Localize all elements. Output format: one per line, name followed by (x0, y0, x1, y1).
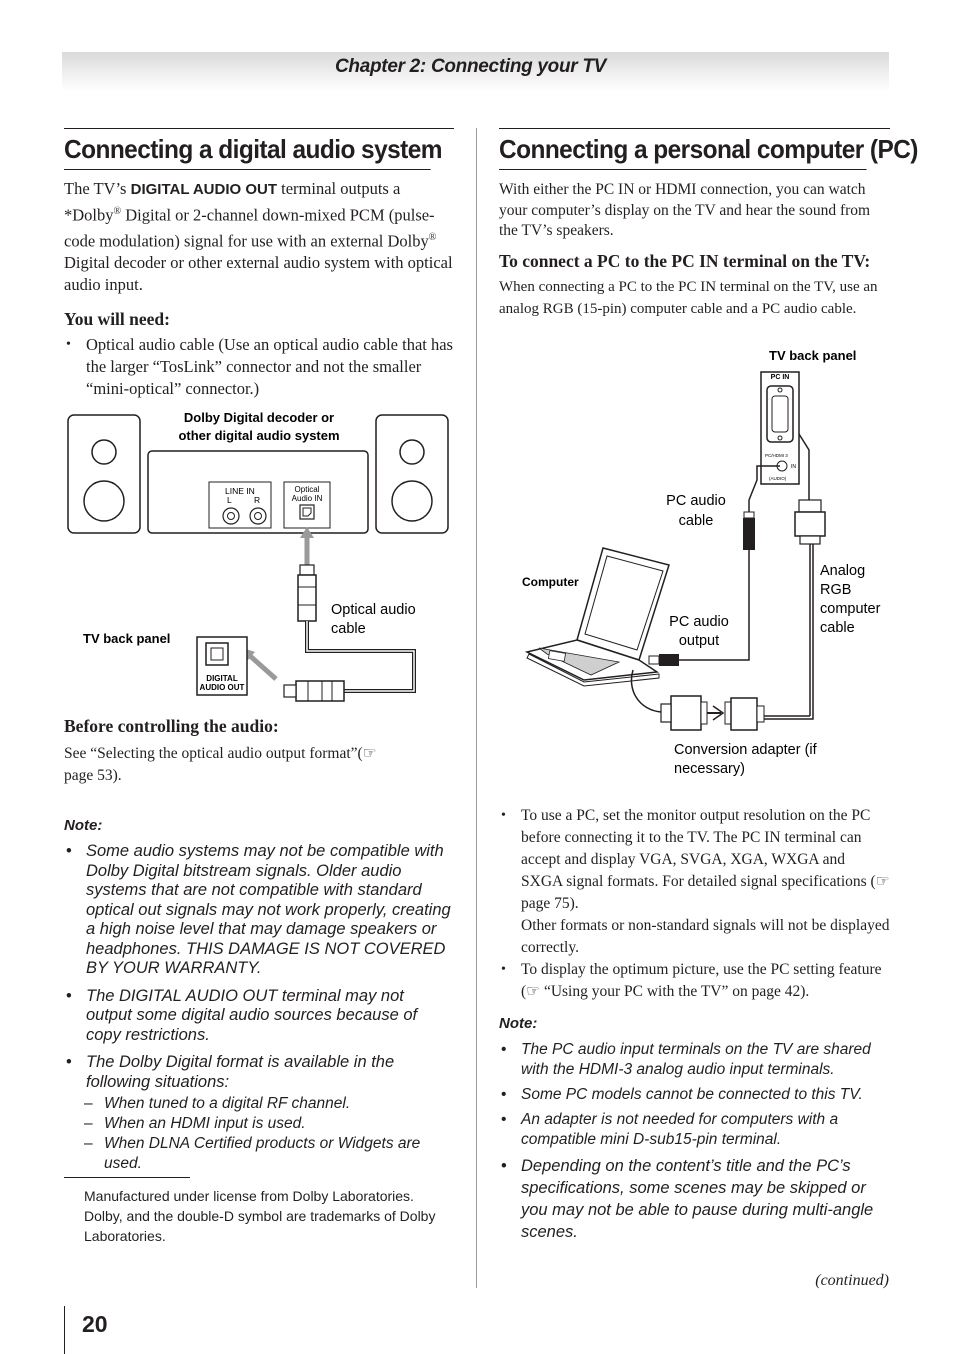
pointing-hand-icon: ☞ (526, 983, 541, 1000)
svg-text:DIGITAL: DIGITAL (206, 674, 238, 683)
svg-text:cable: cable (820, 620, 855, 636)
left-column (64, 128, 454, 400)
chapter-title: Chapter 2: Connecting your TV (335, 56, 607, 77)
svg-text:(AUDIO): (AUDIO) (769, 476, 787, 481)
decoder-label-2: other digital audio system (178, 428, 340, 443)
note-item: • The Dolby Digital format is available in the following situations: (64, 1053, 454, 1092)
svg-text:PC/HDMI 3: PC/HDMI 3 (765, 453, 788, 458)
svg-text:necessary): necessary) (674, 761, 745, 777)
note-item: • An adapter is not needed for computers with a compatible mini D-sub15-pin terminal. (499, 1110, 890, 1150)
situation-item: – When tuned to a digital RF channel. (64, 1094, 454, 1114)
situation-item: – When an HDMI input is used. (64, 1114, 454, 1134)
pc-audio-cable-label-2: cable (678, 513, 714, 529)
pc-bullet-2: • To display the optimum picture, use the PC setting feature (☞ “Using your PC with the TV” on page 42). (499, 959, 890, 1003)
decoder-label: Dolby Digital decoder or (183, 410, 335, 425)
before-controlling-heading: Before controlling the audio: (64, 716, 279, 736)
svg-text:R: R (254, 495, 261, 505)
laptop-illustration (527, 548, 669, 686)
svg-text:L: L (227, 495, 232, 505)
svg-text:IN: IN (791, 464, 796, 470)
digital-audio-diagram (64, 405, 454, 705)
computer-label: Computer (522, 575, 579, 589)
tv-back-panel-label: TV back panel (83, 631, 171, 646)
right-column (499, 128, 918, 320)
svg-text:PC IN: PC IN (770, 374, 790, 381)
situation-item: – When DLNA Certified products or Widgets are used. (64, 1134, 454, 1174)
note-heading-right: Note: (499, 1015, 538, 1032)
note-item: • The PC audio input terminals on the TV are shared with the HDMI-3 analog audio input terminals. (499, 1040, 890, 1080)
footnote-rule (64, 1177, 190, 1178)
svg-text:LINE IN: LINE IN (225, 486, 255, 496)
pc-audio-cable-label: PC audio (666, 493, 726, 509)
before-controlling-text: See “Selecting the optical audio output format”(☞ page 53). (64, 745, 377, 784)
footnote: Manufactured under license from Dolby Laboratories. Dolby, and the double-D symbol are trademarks of Dolby Laboratories. (84, 1188, 436, 1244)
pc-bullet-1: • To use a PC, set the monitor output resolution on the PC before connecting it to the TV. The PC IN terminal can accept and display VGA, SVGA, XGA, WXGA and SXGA signal formats. For detailed signal specifications (☞ page 75). Other formats or non-standard signals will not be displayed correctly. (499, 805, 890, 959)
svg-text:AUDIO OUT: AUDIO OUT (199, 683, 245, 692)
optical-cable-label: Optical audio (331, 602, 416, 618)
pc-audio-output-label: PC audio (669, 614, 729, 630)
note-item: • The DIGITAL AUDIO OUT terminal may not output some digital audio sources because of copy restrictions. (64, 987, 454, 1046)
need-item: • Optical audio cable (Use an optical audio cable that has the larger “TosLink” connector and not the smaller “mini-optical” connector.) (64, 334, 454, 400)
continued-label: (continued) (815, 1272, 889, 1289)
svg-text:Audio IN: Audio IN (291, 494, 323, 503)
pc-connection-diagram (499, 340, 890, 780)
pointing-hand-icon: ☞ (362, 745, 377, 762)
svg-text:Optical: Optical (294, 485, 320, 494)
note-item: • Depending on the content’s title and the PC’s specifications, some scenes may be skipped or you may not be able to pause during multi-angle scenes. (499, 1155, 890, 1243)
pointing-hand-icon: ☞ (875, 873, 890, 890)
svg-text:computer: computer (820, 601, 881, 617)
adapter-label: Conversion adapter (if (674, 742, 817, 758)
column-divider (476, 128, 477, 1288)
section-title-digital-audio: Connecting a digital audio system (64, 129, 431, 170)
you-will-need-heading: You will need: (64, 309, 170, 329)
svg-text:RGB: RGB (820, 582, 852, 598)
page-number: 20 (82, 1311, 108, 1337)
tv-back-panel-label-pc: TV back panel (769, 348, 857, 363)
pc-in-heading: To connect a PC to the PC IN terminal on the TV: (499, 250, 871, 271)
pc-in-text: When connecting a PC to the PC IN terminal on the TV, use an analog RGB (15-pin) computer cable and a PC audio cable. (499, 278, 878, 317)
right-column-lower (499, 805, 890, 1243)
section-title-pc: Connecting a personal computer (PC) (499, 129, 867, 170)
pc-intro: With either the PC IN or HDMI connection, you can watch your computer’s display on the TV and hear the sound from the TV’s speakers. (499, 181, 871, 239)
note-heading-left: Note: (64, 817, 103, 834)
intro-paragraph: The TV’s DIGITAL AUDIO OUT terminal outputs a *Dolby® Digital or 2-channel down-mixed PCM (pulse-code modulation) signal for use with an external Dolby® Digital decoder or other external audio system with optical audio input. (64, 179, 453, 294)
note-item: • Some PC models cannot be connected to this TV. (499, 1085, 890, 1105)
conversion-adapter (661, 696, 764, 730)
note-item: • Some audio systems may not be compatible with Dolby Digital bitstream signals. Older audio systems that are not compatible with standard optical out signals may not work properly, creating a high noise level that may damage speakers or headphones. THIS DAMAGE IS NOT COVERED BY YOUR WARRANTY. (64, 842, 454, 979)
page-number-rule (64, 1306, 65, 1354)
optical-cable-label-2: cable (331, 621, 366, 637)
left-column-lower (64, 715, 454, 1246)
rgb-cable-label: Analog (820, 563, 866, 579)
svg-text:output: output (678, 633, 720, 649)
